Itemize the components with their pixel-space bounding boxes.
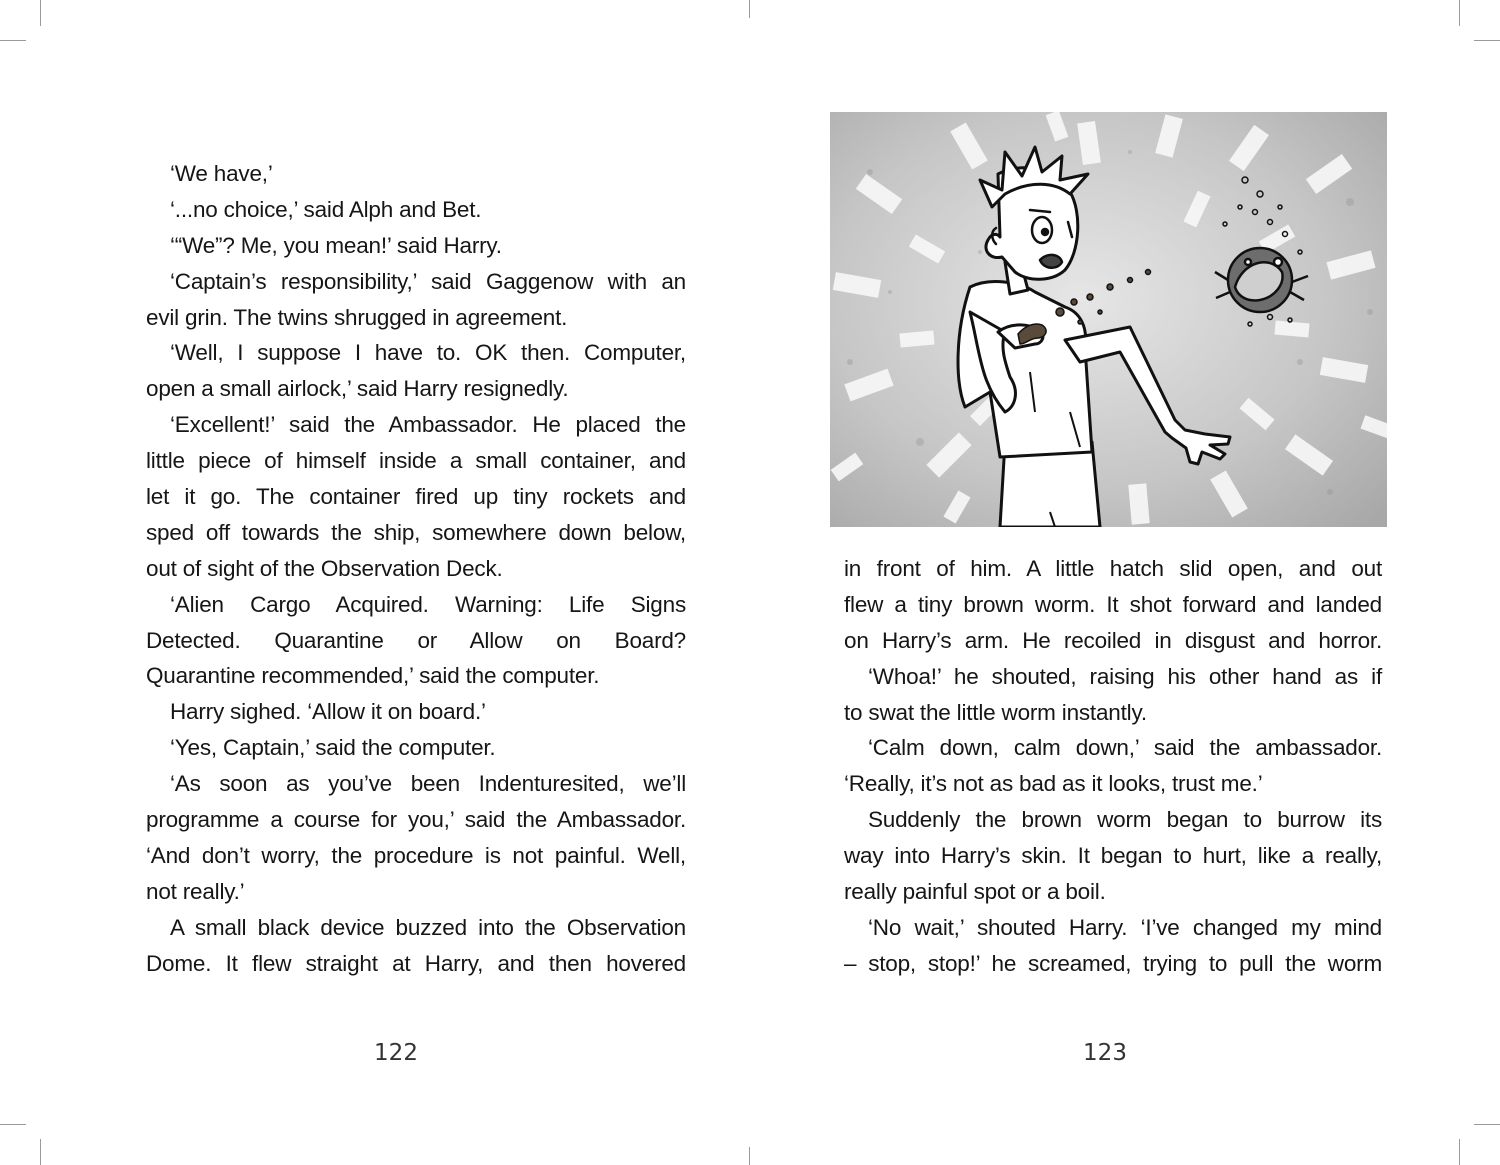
right-page — [750, 0, 1500, 1165]
text-line: really painful spot or a boil. — [844, 879, 1106, 905]
right-page-number: 123 — [1083, 1040, 1127, 1066]
text-line: let it go. The container fired up tiny rockets and — [146, 484, 686, 510]
text-line: ‘...no choice,’ said Alph and Bet. — [170, 196, 482, 222]
text-line: ‘Calm down, calm down,’ said the ambassador. — [868, 735, 1382, 761]
text-line: ‘We have,’ — [170, 161, 273, 186]
text-line: Detected. Quarantine or Allow on Board? — [146, 627, 686, 653]
right-page-text — [844, 551, 1382, 982]
boy-worm-illustration-icon — [830, 112, 1387, 527]
text-line: evil grin. The twins shrugged in agreement. — [146, 304, 568, 330]
text-line: Suddenly the brown worm began to burrow its — [868, 807, 1382, 833]
left-page-number: 122 — [374, 1040, 418, 1066]
text-line: way into Harry’s skin. It began to hurt, like a really, — [844, 843, 1382, 869]
text-line: ‘“We”? Me, you mean!’ said Harry. — [170, 232, 502, 258]
text-line: ‘Well, I suppose I have to. OK then. Computer, — [170, 340, 686, 366]
text-line: ‘Excellent!’ said the Ambassador. He placed the — [170, 412, 686, 438]
left-page-text — [146, 156, 686, 981]
text-line: ‘Whoa!’ he shouted, raising his other hand as if — [868, 663, 1382, 689]
text-line: ‘As soon as you’ve been Indenturesited, we’ll — [170, 771, 686, 797]
text-line: Harry sighed. ‘Allow it on board.’ — [170, 699, 486, 725]
text-line: to swat the little worm instantly. — [844, 699, 1147, 725]
text-line: Dome. It flew straight at Harry, and then hovered — [146, 950, 686, 976]
text-line: ‘And don’t worry, the procedure is not painful. Well, — [146, 842, 686, 868]
text-line: on Harry’s arm. He recoiled in disgust and horror. — [844, 627, 1382, 653]
text-line: ‘Captain’s responsibility,’ said Gaggenow with an — [170, 268, 686, 294]
text-line: sped off towards the ship, somewhere down below, — [146, 519, 686, 545]
text-line: ‘Really, it’s not as bad as it looks, trust me.’ — [844, 771, 1263, 797]
text-line: little piece of himself inside a small container, and — [146, 448, 686, 474]
text-line: – stop, stop!’ he screamed, trying to pull the worm — [844, 950, 1382, 976]
text-line: ‘No wait,’ shouted Harry. ‘I’ve changed my mind — [868, 914, 1382, 940]
text-line: ‘Alien Cargo Acquired. Warning: Life Signs — [170, 591, 686, 617]
text-line: not really.’ — [146, 878, 245, 904]
text-line: flew a tiny brown worm. It shot forward and landed — [844, 591, 1382, 617]
text-line: ‘Yes, Captain,’ said the computer. — [170, 735, 496, 761]
text-line: programme a course for you,’ said the Ambassador. — [146, 807, 686, 833]
text-line: in front of him. A little hatch slid open, and out — [844, 556, 1382, 581]
text-line: A small black device buzzed into the Observation — [170, 914, 686, 940]
text-line: out of sight of the Observation Deck. — [146, 555, 503, 581]
text-line: open a small airlock,’ said Harry resignedly. — [146, 376, 569, 402]
text-line: Quarantine recommended,’ said the computer. — [146, 663, 600, 689]
